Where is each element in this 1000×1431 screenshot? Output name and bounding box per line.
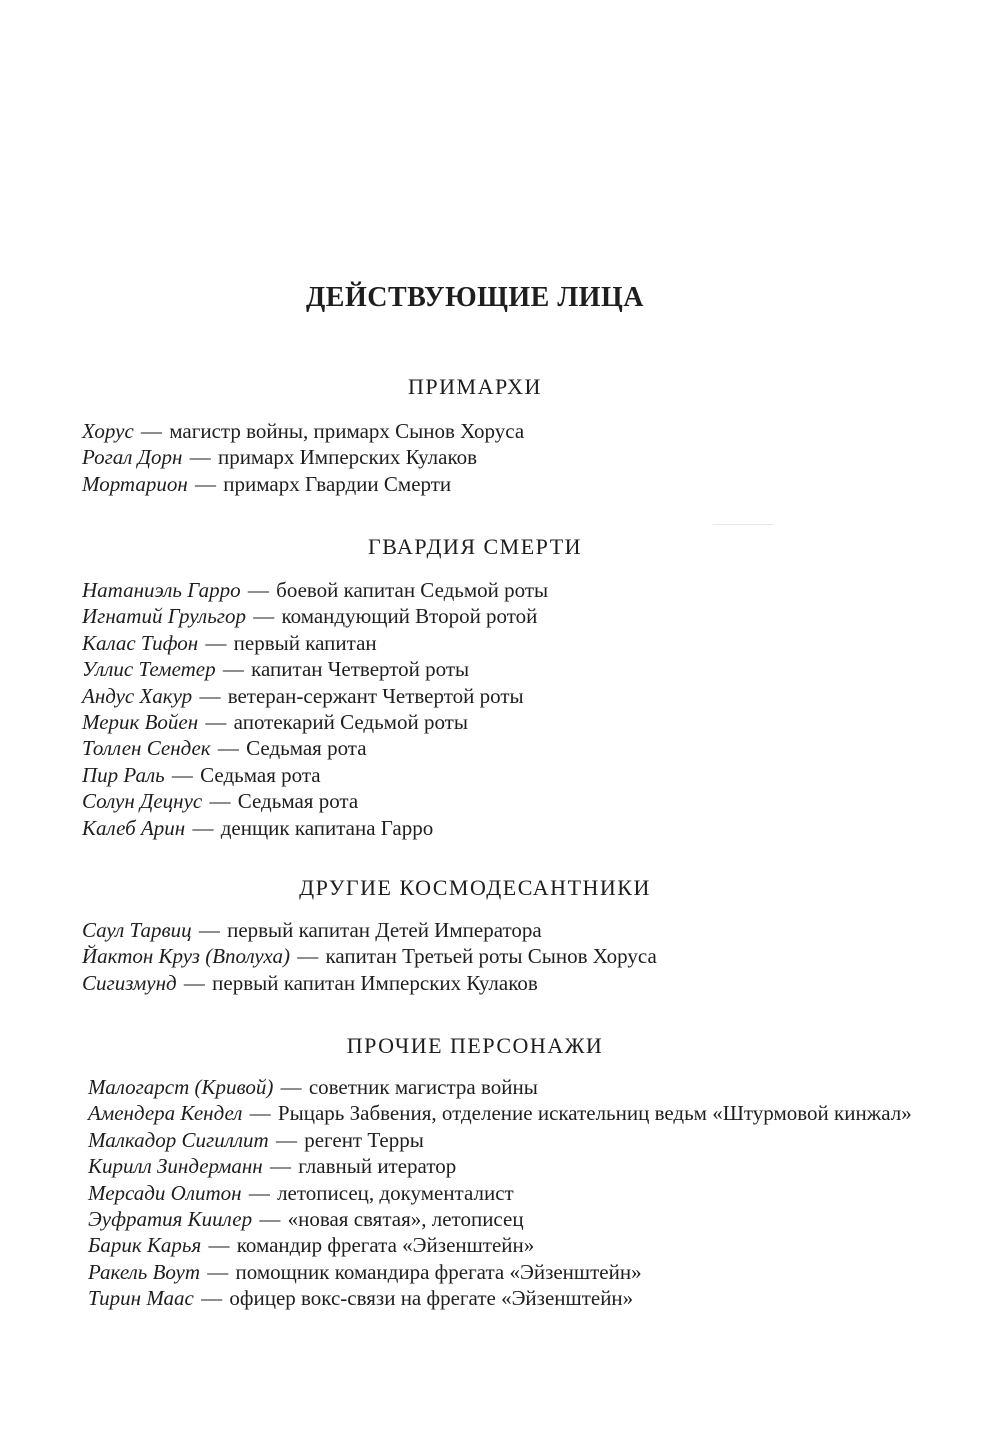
character-name: Натаниэль Гарро (82, 578, 241, 602)
list-item (82, 709, 920, 735)
character-role: главный итератор (298, 1154, 457, 1179)
dash: — (189, 445, 211, 470)
dash: — (195, 471, 217, 496)
section-heading-death-guard: ГВАРДИЯ СМЕРТИ (367, 534, 583, 559)
character-role: первый капитан Имперских Кулаков (212, 970, 538, 995)
character-name: Саул Тарвиц (82, 918, 192, 942)
character-role: Седьмая рота (246, 736, 367, 761)
list-item (82, 1074, 920, 1100)
list-item (82, 1180, 920, 1206)
dash: — (183, 970, 205, 995)
dash: — (217, 736, 239, 761)
dash: — (222, 657, 244, 682)
list-primarchs (82, 418, 920, 497)
character-name: Малкадор Сигиллит (88, 1127, 269, 1152)
character-name: Рогал Дорн (82, 445, 183, 470)
list-item (82, 1206, 920, 1232)
character-role: Седьмая рота (237, 789, 359, 814)
list-item (82, 656, 920, 682)
dash: — (209, 789, 231, 814)
dash: — (141, 419, 163, 443)
list-item (82, 1153, 920, 1179)
list-item (82, 630, 920, 656)
list-item (82, 943, 920, 969)
character-role: офицер вокс-связи на фрегате «Эйзенштейн» (229, 1286, 634, 1311)
dash: — (201, 1286, 223, 1311)
dash: — (208, 1233, 230, 1258)
list-death-guard (82, 577, 920, 841)
dash: — (269, 1154, 291, 1179)
character-role: боевой капитан Седьмой роты (276, 578, 549, 602)
character-name: Эуфратия Киилер (88, 1207, 253, 1232)
dash: — (207, 1259, 229, 1284)
character-role: капитан Четвертой роты (251, 657, 470, 682)
dash: — (297, 944, 319, 969)
character-role: капитан Третьей роты Сынов Хоруса (325, 944, 657, 969)
character-role: помощник командира фрегата «Эйзенштейн» (235, 1259, 642, 1284)
character-name: Йактон Круз (Вполуха) (82, 944, 290, 969)
character-role: регент Терры (304, 1127, 424, 1152)
dash: — (247, 578, 269, 602)
dash: — (275, 1127, 297, 1152)
character-name: Андус Хакур (82, 683, 193, 708)
list-item (82, 1100, 920, 1126)
list-item (82, 1259, 920, 1285)
character-name: Мортарион (82, 471, 188, 496)
dash: — (192, 815, 214, 840)
character-name: Солун Децнус (82, 789, 203, 814)
character-role: первый капитан (233, 630, 377, 655)
list-item (82, 1285, 920, 1311)
list-other-marines (82, 917, 920, 996)
character-role: Рыцарь Забвения, отделение искательниц ведьм «Штурмовой кинжал» (277, 1101, 912, 1126)
character-role: Седьмая рота (200, 762, 321, 787)
list-item (82, 815, 920, 841)
list-item (82, 917, 920, 943)
character-name: Барик Карья (88, 1233, 202, 1258)
character-name: Ракель Воут (88, 1259, 200, 1284)
character-role: примарх Имперских Кулаков (217, 445, 478, 470)
list-item (82, 471, 920, 497)
dash: — (253, 604, 275, 629)
list-item (82, 970, 920, 996)
character-name: Пир Раль (82, 762, 165, 787)
dash: — (249, 1101, 271, 1126)
character-name: Калеб Арин (82, 815, 186, 840)
character-name: Хорус (82, 419, 134, 443)
character-role: магистр войны, примарх Сынов Хоруса (169, 419, 525, 443)
list-item (82, 577, 920, 603)
dash: — (280, 1075, 302, 1099)
dash: — (248, 1180, 270, 1205)
character-name: Сигизмунд (82, 970, 177, 995)
dash: — (171, 762, 193, 787)
list-item (82, 444, 920, 470)
character-name: Калас Тифон (82, 630, 199, 655)
page-title: ДЕЙСТВУЮЩИЕ ЛИЦА (306, 282, 644, 313)
dash: — (205, 630, 227, 655)
list-item (82, 603, 920, 629)
list-item (82, 735, 920, 761)
section-heading-other-characters: ПРОЧИЕ ПЕРСОНАЖИ (346, 1033, 604, 1058)
list-item (82, 1232, 920, 1258)
section-heading-other-marines: ДРУГИЕ КОСМОДЕСАНТНИКИ (299, 875, 651, 900)
character-name: Игнатий Грульгор (82, 604, 246, 629)
character-role: ветеран-сержант Четвертой роты (227, 683, 524, 708)
dash: — (205, 710, 227, 735)
character-name: Толлен Сендек (82, 736, 211, 761)
character-role: апотекарий Седьмой роты (233, 710, 468, 735)
dash: — (199, 683, 221, 708)
character-role: командир фрегата «Эйзенштейн» (236, 1233, 535, 1258)
character-name: Уллис Теметер (82, 657, 216, 682)
list-item (82, 1127, 920, 1153)
list-item (82, 683, 920, 709)
list-item (82, 418, 920, 444)
character-name: Кирилл Зиндерманн (88, 1154, 263, 1179)
character-role: первый капитан Детей Императора (227, 918, 542, 942)
character-name: Малогарст (Кривой) (88, 1075, 274, 1099)
character-name: Мерик Войен (82, 710, 199, 735)
character-name: Амендера Кендел (88, 1101, 243, 1126)
dash: — (198, 918, 220, 942)
character-role: примарх Гвардии Смерти (223, 471, 452, 496)
list-item (82, 762, 920, 788)
character-role: командующий Второй ротой (281, 604, 538, 629)
decorative-rule (713, 524, 773, 525)
character-role: «новая святая», летописец (287, 1207, 524, 1232)
character-role: летописец, документалист (277, 1180, 514, 1205)
section-heading-primarchs: ПРИМАРХИ (408, 374, 542, 399)
list-item (82, 788, 920, 814)
character-name: Мерсади Олитон (88, 1180, 242, 1205)
character-role: денщик капитана Гарро (220, 815, 434, 840)
list-other-characters (82, 1074, 920, 1312)
dash: — (259, 1207, 281, 1232)
character-role: советник магистра войны (308, 1075, 538, 1099)
character-name: Тирин Маас (88, 1286, 194, 1311)
